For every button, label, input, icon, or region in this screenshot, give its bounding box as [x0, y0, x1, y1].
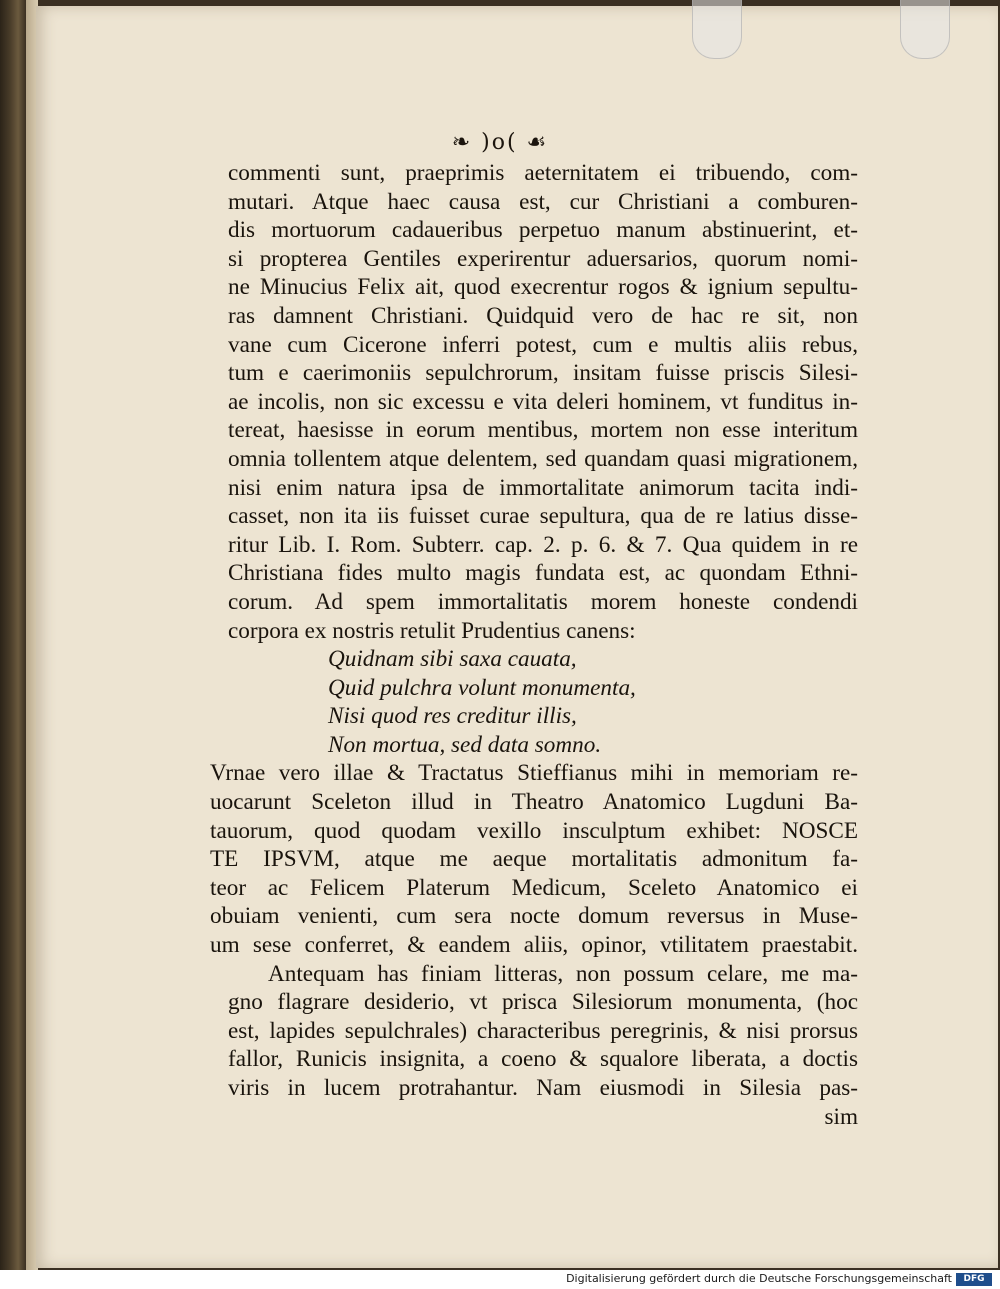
text-line: tereat, haesisse in eorum mentibus, mortem non esse interitum	[228, 417, 858, 444]
text-line: si propterea Gentiles experirentur aduersarios, quorum nomi-	[228, 245, 858, 272]
text-line: teor ac Felicem Platerum Medicum, Sceleto Anatomico ei	[210, 874, 858, 901]
text-line: viris in lucem protrahantur. Nam eiusmodi in Silesia pas-	[228, 1075, 858, 1101]
paragraph-antequam	[228, 960, 858, 1132]
book-cover-edge	[0, 0, 26, 1270]
text-line: Vrnae vero illae & Tractatus Stieffianus mihi in memoriam re-	[210, 760, 858, 787]
verse-line: Non mortua, sed data somno.	[328, 731, 602, 758]
text-line: corum. Ad spem immortalitatis morem honeste condendi	[228, 588, 858, 615]
text-line: gno flagrare desiderio, vt prisca Silesiorum monumenta, (hoc	[228, 989, 858, 1016]
text-line: fallor, Runicis insignita, a coeno & squalore liberata, a doctis	[228, 1046, 858, 1073]
footer-credit: Digitalisierung gefördert durch die Deutsche Forschungsgemeinschaft	[566, 1272, 952, 1285]
text-line: tauorum, quod quodam vexillo insculptum exhibet: NOSCE	[210, 817, 858, 844]
page-clip-left	[692, 0, 742, 59]
text-line: est, lapides sepulchrales) characteribus peregrinis, & nisi prorsus	[228, 1017, 858, 1044]
text-line: Antequam has finiam litteras, non possum celare, me ma-	[268, 960, 858, 987]
text-line: mutari. Atque haec causa est, cur Christiani a comburen-	[228, 188, 858, 215]
text-line: ritur Lib. I. Rom. Subterr. cap. 2. p. 6. & 7. Qua quidem in re	[228, 531, 858, 558]
text-line: ne Minucius Felix ait, quod execrentur rogos & ignium sepultu-	[228, 274, 858, 301]
text-line: omnia tollentem atque delentem, sed quandam quasi migrationem,	[228, 445, 858, 472]
page-clip-right	[900, 0, 950, 59]
verse-line: Quidnam sibi saxa cauata,	[328, 646, 577, 673]
verse-line: Nisi quod res creditur illis,	[328, 703, 577, 730]
paragraph-urnae	[210, 759, 858, 959]
text-line: uocarunt Sceleton illud in Theatro Anatomico Lugduni Ba-	[210, 789, 858, 816]
page-body	[210, 159, 858, 1131]
verse-quotation	[328, 645, 858, 759]
text-line: um sese conferret, & eandem aliis, opinor, vtilitatem praestabit.	[210, 932, 858, 959]
text-line: obuiam venienti, cum sera nocte domum reversus in Muse-	[210, 903, 858, 930]
text-line: tum e caerimoniis sepulchrorum, insitam fuisse priscis Silesi-	[228, 360, 858, 387]
text-line: ras damnent Christiani. Quidquid vero de hac re sit, non	[228, 302, 858, 329]
text-line: vane cum Cicerone inferri potest, cum e multis aliis rebus,	[228, 331, 858, 358]
text-line: ae incolis, non sic excessu e vita deleri hominem, vt funditus in-	[228, 388, 858, 415]
text-line: corpora ex nostris retulit Prudentius canens:	[228, 617, 636, 644]
text-line: Christiana fides multo magis fundata est, ac quondam Ethni-	[228, 560, 858, 587]
dfg-logo-icon: DFG	[956, 1273, 992, 1286]
text-line: TE IPSVM, atque me aeque mortalitatis admonitum fa-	[210, 846, 858, 873]
catchword: sim	[824, 1103, 858, 1130]
text-line: dis mortuorum cadaueribus perpetuo manum abstinuerint, et-	[228, 217, 858, 244]
verse-line: Quid pulchra volunt monumenta,	[328, 674, 636, 701]
text-line: nisi enim natura ipsa de immortalitate animorum tacita indi-	[228, 474, 858, 501]
text-line: casset, non ita iis fuisset curae sepultura, qua de re latius disse-	[228, 503, 858, 530]
text-line: commenti sunt, praeprimis aeternitatem ei tribuendo, com-	[228, 160, 858, 186]
page-header-ornament: ❧ )o( ☙	[451, 130, 549, 155]
